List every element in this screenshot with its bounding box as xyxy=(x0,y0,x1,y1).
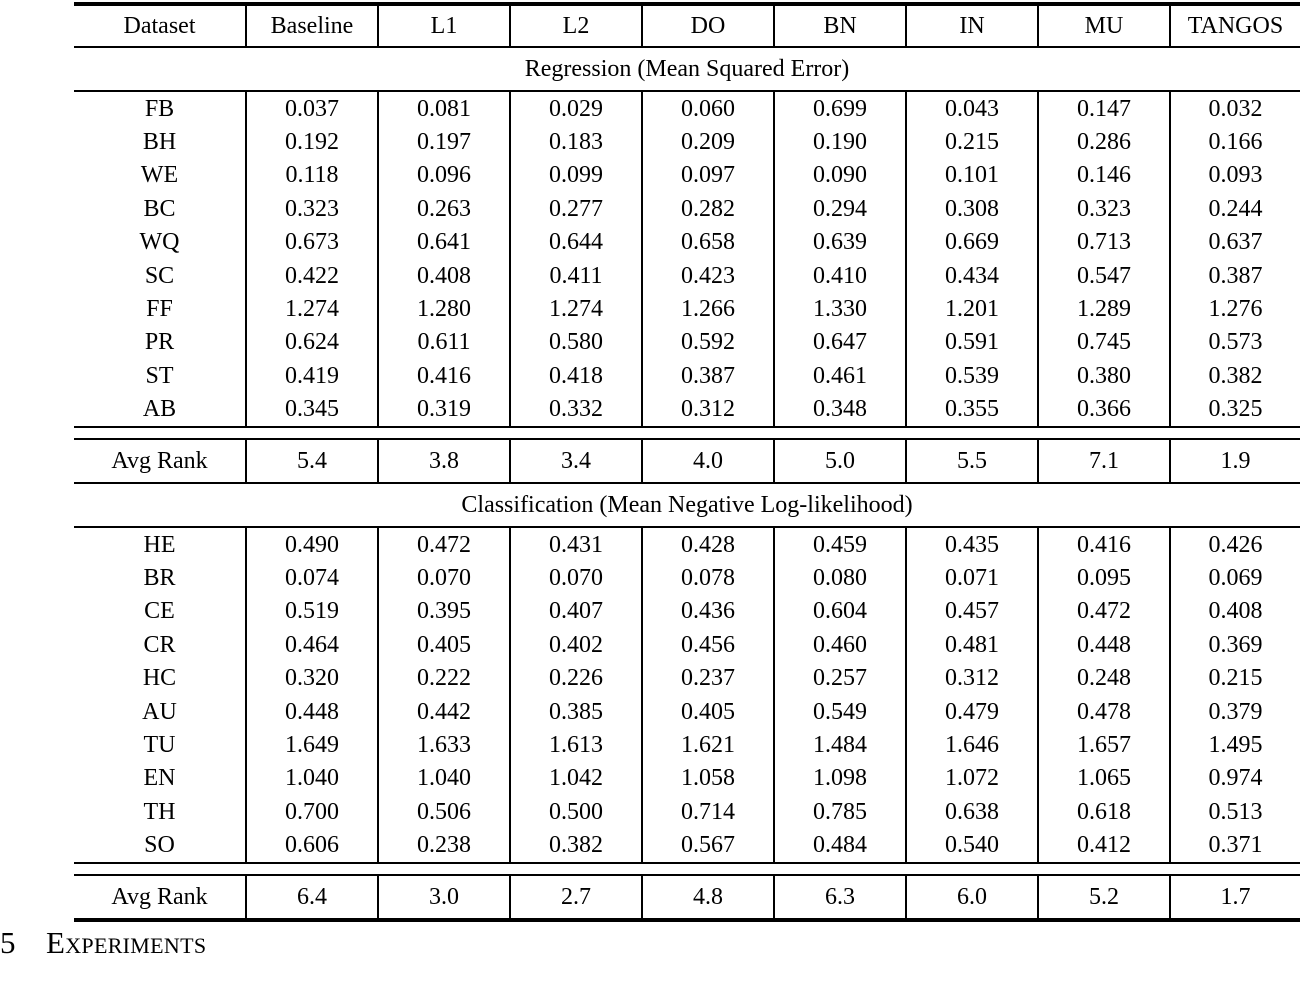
table-row xyxy=(74,628,1300,661)
cell-value: 0.618 xyxy=(1038,795,1170,828)
cell-value: 0.395 xyxy=(378,595,510,628)
avg-rank-value: 1.7 xyxy=(1170,875,1300,920)
cell-value: 0.166 xyxy=(1170,125,1300,158)
cell-value: 0.215 xyxy=(1170,661,1300,694)
table-row xyxy=(74,292,1300,325)
avg-rank-row xyxy=(74,875,1300,920)
table-row xyxy=(74,595,1300,628)
cell-value: 0.412 xyxy=(1038,828,1170,862)
avg-rank-value: 3.8 xyxy=(378,439,510,483)
cell-dataset: FB xyxy=(74,91,246,125)
cell-value: 0.456 xyxy=(642,628,774,661)
cell-value: 1.330 xyxy=(774,292,906,325)
avg-rank-value: 4.8 xyxy=(642,875,774,920)
results-table xyxy=(74,2,1300,922)
cell-value: 1.098 xyxy=(774,762,906,795)
cell-value: 0.481 xyxy=(906,628,1038,661)
cell-value: 1.280 xyxy=(378,292,510,325)
cell-value: 0.419 xyxy=(246,359,378,392)
cell-value: 0.472 xyxy=(378,527,510,561)
cell-value: 0.320 xyxy=(246,661,378,694)
avg-rank-value: 7.1 xyxy=(1038,439,1170,483)
cell-value: 0.382 xyxy=(1170,359,1300,392)
cell-value: 0.257 xyxy=(774,661,906,694)
cell-value: 0.312 xyxy=(906,661,1038,694)
section-band-row xyxy=(74,47,1300,91)
cell-value: 0.366 xyxy=(1038,393,1170,427)
cell-value: 0.540 xyxy=(906,828,1038,862)
cell-value: 0.325 xyxy=(1170,393,1300,427)
cell-dataset: HC xyxy=(74,661,246,694)
cell-value: 0.407 xyxy=(510,595,642,628)
cell-value: 1.072 xyxy=(906,762,1038,795)
cell-value: 0.658 xyxy=(642,226,774,259)
cell-value: 0.513 xyxy=(1170,795,1300,828)
cell-value: 0.348 xyxy=(774,393,906,427)
cell-value: 0.669 xyxy=(906,226,1038,259)
cell-dataset: HE xyxy=(74,527,246,561)
cell-value: 0.402 xyxy=(510,628,642,661)
cell-value: 0.426 xyxy=(1170,527,1300,561)
cell-value: 0.209 xyxy=(642,125,774,158)
cell-value: 0.382 xyxy=(510,828,642,862)
table-row xyxy=(74,795,1300,828)
cell-value: 0.567 xyxy=(642,828,774,862)
cell-value: 0.644 xyxy=(510,226,642,259)
cell-dataset: BC xyxy=(74,192,246,225)
cell-value: 0.070 xyxy=(510,561,642,594)
cell-value: 0.379 xyxy=(1170,695,1300,728)
table-row xyxy=(74,661,1300,694)
avg-rank-value: 3.4 xyxy=(510,439,642,483)
cell-value: 1.484 xyxy=(774,728,906,761)
table-header-row xyxy=(74,4,1300,47)
cell-value: 0.641 xyxy=(378,226,510,259)
cell-value: 0.459 xyxy=(774,527,906,561)
cell-dataset: AU xyxy=(74,695,246,728)
section-title: Experiments xyxy=(46,925,207,960)
cell-value: 0.405 xyxy=(642,695,774,728)
cell-value: 0.604 xyxy=(774,595,906,628)
section-band-row xyxy=(74,483,1300,527)
cell-value: 0.215 xyxy=(906,125,1038,158)
cell-value: 0.547 xyxy=(1038,259,1170,292)
column-header-bn: BN xyxy=(774,4,906,47)
table-row xyxy=(74,226,1300,259)
table-row xyxy=(74,326,1300,359)
cell-value: 0.408 xyxy=(378,259,510,292)
spacer-cell xyxy=(74,863,1300,875)
avg-rank-label: Avg Rank xyxy=(74,439,246,483)
cell-value: 1.657 xyxy=(1038,728,1170,761)
table-row xyxy=(74,192,1300,225)
avg-rank-label: Avg Rank xyxy=(74,875,246,920)
table-row xyxy=(74,159,1300,192)
cell-value: 0.081 xyxy=(378,91,510,125)
cell-value: 0.387 xyxy=(1170,259,1300,292)
cell-value: 0.591 xyxy=(906,326,1038,359)
cell-value: 1.266 xyxy=(642,292,774,325)
cell-value: 0.387 xyxy=(642,359,774,392)
avg-rank-value: 6.0 xyxy=(906,875,1038,920)
cell-value: 0.448 xyxy=(246,695,378,728)
cell-value: 1.201 xyxy=(906,292,1038,325)
cell-value: 0.074 xyxy=(246,561,378,594)
cell-value: 0.580 xyxy=(510,326,642,359)
cell-value: 0.606 xyxy=(246,828,378,862)
cell-value: 0.611 xyxy=(378,326,510,359)
avg-rank-value: 4.0 xyxy=(642,439,774,483)
cell-value: 0.714 xyxy=(642,795,774,828)
cell-value: 0.410 xyxy=(774,259,906,292)
cell-dataset: WQ xyxy=(74,226,246,259)
cell-value: 0.070 xyxy=(378,561,510,594)
cell-value: 0.147 xyxy=(1038,91,1170,125)
cell-dataset: FF xyxy=(74,292,246,325)
cell-value: 0.699 xyxy=(774,91,906,125)
cell-value: 0.294 xyxy=(774,192,906,225)
table-row xyxy=(74,561,1300,594)
cell-value: 0.506 xyxy=(378,795,510,828)
cell-value: 0.345 xyxy=(246,393,378,427)
cell-dataset: BH xyxy=(74,125,246,158)
cell-value: 0.464 xyxy=(246,628,378,661)
cell-value: 0.700 xyxy=(246,795,378,828)
cell-value: 0.095 xyxy=(1038,561,1170,594)
cell-dataset: ST xyxy=(74,359,246,392)
avg-rank-value: 5.0 xyxy=(774,439,906,483)
cell-value: 0.422 xyxy=(246,259,378,292)
cell-value: 1.274 xyxy=(510,292,642,325)
cell-value: 0.222 xyxy=(378,661,510,694)
cell-value: 0.637 xyxy=(1170,226,1300,259)
section-band-label: Regression (Mean Squared Error) xyxy=(74,47,1300,91)
cell-value: 0.090 xyxy=(774,159,906,192)
avg-rank-value: 6.3 xyxy=(774,875,906,920)
cell-value: 1.633 xyxy=(378,728,510,761)
cell-dataset: TH xyxy=(74,795,246,828)
cell-value: 0.624 xyxy=(246,326,378,359)
cell-dataset: AB xyxy=(74,393,246,427)
cell-value: 0.472 xyxy=(1038,595,1170,628)
cell-value: 0.519 xyxy=(246,595,378,628)
cell-value: 0.573 xyxy=(1170,326,1300,359)
cell-value: 1.289 xyxy=(1038,292,1170,325)
cell-value: 0.500 xyxy=(510,795,642,828)
cell-value: 0.099 xyxy=(510,159,642,192)
cell-value: 1.276 xyxy=(1170,292,1300,325)
cell-value: 1.040 xyxy=(246,762,378,795)
table-row xyxy=(74,125,1300,158)
cell-value: 0.197 xyxy=(378,125,510,158)
cell-dataset: WE xyxy=(74,159,246,192)
cell-value: 0.442 xyxy=(378,695,510,728)
cell-value: 1.042 xyxy=(510,762,642,795)
cell-value: 0.592 xyxy=(642,326,774,359)
cell-value: 0.423 xyxy=(642,259,774,292)
cell-value: 0.146 xyxy=(1038,159,1170,192)
spacer-row xyxy=(74,427,1300,439)
cell-value: 1.274 xyxy=(246,292,378,325)
cell-value: 0.418 xyxy=(510,359,642,392)
column-header-l2: L2 xyxy=(510,4,642,47)
avg-rank-value: 2.7 xyxy=(510,875,642,920)
cell-value: 0.183 xyxy=(510,125,642,158)
cell-value: 0.244 xyxy=(1170,192,1300,225)
spacer-row xyxy=(74,863,1300,875)
column-header-tangos: TANGOS xyxy=(1170,4,1300,47)
cell-value: 0.032 xyxy=(1170,91,1300,125)
cell-value: 0.549 xyxy=(774,695,906,728)
cell-value: 0.080 xyxy=(774,561,906,594)
table-row xyxy=(74,393,1300,427)
cell-dataset: SO xyxy=(74,828,246,862)
cell-value: 0.448 xyxy=(1038,628,1170,661)
cell-value: 0.237 xyxy=(642,661,774,694)
cell-value: 1.621 xyxy=(642,728,774,761)
cell-value: 0.435 xyxy=(906,527,1038,561)
cell-dataset: TU xyxy=(74,728,246,761)
table-row xyxy=(74,828,1300,862)
cell-value: 0.673 xyxy=(246,226,378,259)
avg-rank-value: 3.0 xyxy=(378,875,510,920)
spacer-cell xyxy=(74,427,1300,439)
cell-value: 0.238 xyxy=(378,828,510,862)
table-row xyxy=(74,359,1300,392)
section-number: 5 xyxy=(0,925,16,960)
cell-dataset: CR xyxy=(74,628,246,661)
cell-value: 0.460 xyxy=(774,628,906,661)
cell-value: 0.093 xyxy=(1170,159,1300,192)
avg-rank-value: 5.2 xyxy=(1038,875,1170,920)
table-row xyxy=(74,695,1300,728)
avg-rank-row xyxy=(74,439,1300,483)
cell-value: 0.408 xyxy=(1170,595,1300,628)
cell-value: 0.332 xyxy=(510,393,642,427)
cell-value: 0.490 xyxy=(246,527,378,561)
cell-value: 0.282 xyxy=(642,192,774,225)
cell-value: 0.479 xyxy=(906,695,1038,728)
cell-dataset: CE xyxy=(74,595,246,628)
cell-value: 0.478 xyxy=(1038,695,1170,728)
cell-value: 0.539 xyxy=(906,359,1038,392)
cell-value: 0.277 xyxy=(510,192,642,225)
cell-value: 0.101 xyxy=(906,159,1038,192)
cell-value: 0.071 xyxy=(906,561,1038,594)
cell-value: 0.974 xyxy=(1170,762,1300,795)
cell-value: 0.096 xyxy=(378,159,510,192)
cell-value: 0.745 xyxy=(1038,326,1170,359)
cell-dataset: SC xyxy=(74,259,246,292)
cell-value: 0.192 xyxy=(246,125,378,158)
cell-value: 0.638 xyxy=(906,795,1038,828)
cell-value: 0.385 xyxy=(510,695,642,728)
cell-value: 0.263 xyxy=(378,192,510,225)
cell-value: 0.312 xyxy=(642,393,774,427)
avg-rank-value: 5.5 xyxy=(906,439,1038,483)
cell-value: 0.190 xyxy=(774,125,906,158)
cell-value: 0.647 xyxy=(774,326,906,359)
cell-value: 0.428 xyxy=(642,527,774,561)
cell-value: 0.097 xyxy=(642,159,774,192)
table-row xyxy=(74,762,1300,795)
column-header-baseline: Baseline xyxy=(246,4,378,47)
cell-value: 1.040 xyxy=(378,762,510,795)
cell-value: 0.029 xyxy=(510,91,642,125)
cell-value: 0.060 xyxy=(642,91,774,125)
cell-dataset: PR xyxy=(74,326,246,359)
column-header-in: IN xyxy=(906,4,1038,47)
section-heading xyxy=(0,925,1306,961)
cell-value: 0.319 xyxy=(378,393,510,427)
cell-value: 0.078 xyxy=(642,561,774,594)
avg-rank-value: 6.4 xyxy=(246,875,378,920)
cell-value: 0.431 xyxy=(510,527,642,561)
cell-value: 0.411 xyxy=(510,259,642,292)
cell-value: 0.248 xyxy=(1038,661,1170,694)
avg-rank-value: 5.4 xyxy=(246,439,378,483)
column-header-dataset: Dataset xyxy=(74,4,246,47)
cell-value: 1.065 xyxy=(1038,762,1170,795)
cell-value: 0.434 xyxy=(906,259,1038,292)
cell-value: 0.118 xyxy=(246,159,378,192)
table-row xyxy=(74,259,1300,292)
cell-value: 0.308 xyxy=(906,192,1038,225)
cell-value: 0.380 xyxy=(1038,359,1170,392)
section-band-label: Classification (Mean Negative Log-likelihood) xyxy=(74,483,1300,527)
cell-value: 0.226 xyxy=(510,661,642,694)
cell-value: 1.058 xyxy=(642,762,774,795)
cell-value: 0.069 xyxy=(1170,561,1300,594)
cell-value: 0.323 xyxy=(246,192,378,225)
cell-value: 0.286 xyxy=(1038,125,1170,158)
cell-value: 0.369 xyxy=(1170,628,1300,661)
cell-value: 1.649 xyxy=(246,728,378,761)
cell-value: 0.405 xyxy=(378,628,510,661)
cell-value: 0.043 xyxy=(906,91,1038,125)
cell-value: 0.639 xyxy=(774,226,906,259)
cell-value: 0.037 xyxy=(246,91,378,125)
cell-value: 0.713 xyxy=(1038,226,1170,259)
results-table-body xyxy=(74,4,1300,920)
cell-dataset: BR xyxy=(74,561,246,594)
cell-value: 0.785 xyxy=(774,795,906,828)
column-header-l1: L1 xyxy=(378,4,510,47)
table-row xyxy=(74,527,1300,561)
cell-value: 1.646 xyxy=(906,728,1038,761)
cell-value: 0.355 xyxy=(906,393,1038,427)
table-row xyxy=(74,91,1300,125)
cell-value: 0.484 xyxy=(774,828,906,862)
results-table-container xyxy=(74,2,1300,922)
cell-dataset: EN xyxy=(74,762,246,795)
cell-value: 0.461 xyxy=(774,359,906,392)
column-header-mu: MU xyxy=(1038,4,1170,47)
table-row xyxy=(74,728,1300,761)
cell-value: 0.457 xyxy=(906,595,1038,628)
cell-value: 0.436 xyxy=(642,595,774,628)
avg-rank-value: 1.9 xyxy=(1170,439,1300,483)
cell-value: 0.371 xyxy=(1170,828,1300,862)
cell-value: 1.613 xyxy=(510,728,642,761)
cell-value: 0.416 xyxy=(378,359,510,392)
cell-value: 1.495 xyxy=(1170,728,1300,761)
cell-value: 0.323 xyxy=(1038,192,1170,225)
column-header-do: DO xyxy=(642,4,774,47)
cell-value: 0.416 xyxy=(1038,527,1170,561)
